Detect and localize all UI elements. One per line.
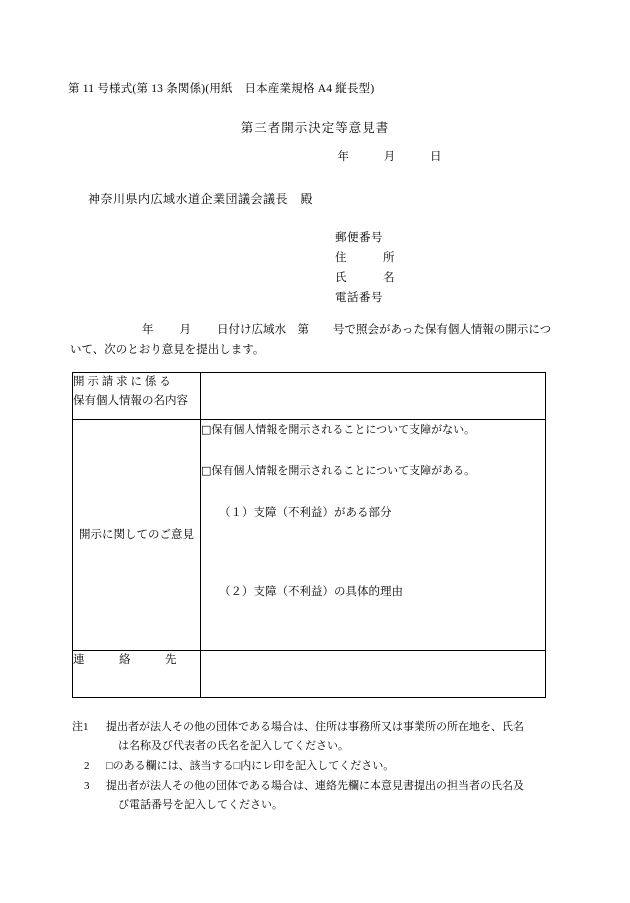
body-paragraph <box>70 320 568 360</box>
date-day: 日 <box>430 151 443 163</box>
note-number: 注1 <box>72 721 89 733</box>
subject-label-line1: 開 示 請 求 に 係 る <box>73 376 171 388</box>
form-number: 第 11 号様式(第 13 条関係)(用紙 日本産業規格 A4 縦長型) <box>68 83 375 95</box>
contact-label-text: 連 絡 先 <box>73 654 177 666</box>
contact-label-cell <box>73 651 201 698</box>
opinion-table <box>72 372 546 698</box>
applicant-field-name: 氏 名 <box>335 272 395 284</box>
subject-label-line2: 保有個人情報の名内容 <box>73 395 188 407</box>
applicant-field-phone: 電話番号 <box>335 292 383 304</box>
opinion-sub-item-2: （２）支障（不利益）の具体的理由 <box>219 586 403 598</box>
applicant-field-postal-code: 郵便番号 <box>335 232 383 244</box>
subject-value-cell[interactable] <box>201 373 546 420</box>
contact-value-cell[interactable] <box>201 651 546 698</box>
subject-label-cell <box>73 373 201 420</box>
table-row-opinion <box>73 420 546 651</box>
opinion-option-no-problem[interactable]: □保有個人情報を開示されることについて支障がない。 <box>201 423 476 436</box>
note-item <box>72 777 572 815</box>
notes-section <box>72 718 572 816</box>
opinion-label-cell: 開示に関してのご意見 <box>73 420 201 651</box>
opinion-sub-item-1: （１）支障（不利益）がある部分 <box>219 507 392 519</box>
applicant-field-address: 住 所 <box>335 252 395 264</box>
body-line2: いて、次のとおり意見を提出します。 <box>70 344 265 356</box>
date-month: 月 <box>383 151 397 163</box>
date-line <box>0 148 630 164</box>
table-row-subject <box>73 373 546 420</box>
table-row-contact <box>73 651 546 698</box>
opinion-option-problem[interactable]: □保有個人情報を開示されることについて支障がある。 <box>201 464 476 477</box>
body-tail: 号で照会があった保有個人情報の開示につ <box>333 324 552 336</box>
page-title: 第三者開示決定等意見書 <box>240 121 390 135</box>
body-month: 月 <box>179 324 191 336</box>
addressee: 神奈川県内広域水道企業団議会議長 殿 <box>88 192 314 206</box>
note-text: 提出者が法人その他の団体である場合は、連絡先欄に本意見書提出の担当者の氏名及 <box>106 780 524 792</box>
note-item <box>72 718 572 756</box>
body-year: 年 <box>142 324 154 336</box>
note-text: □のある欄には、該当する□内にレ印を記入してください。 <box>106 760 395 772</box>
body-dated: 日付け広域水 第 <box>217 324 309 336</box>
note-number: 3 <box>84 780 90 792</box>
note-continuation: び電話番号を記入してください。 <box>118 799 283 811</box>
opinion-value-cell[interactable] <box>201 420 546 651</box>
note-item <box>72 757 572 776</box>
note-continuation: は名称及び代表者の氏名を記入してください。 <box>118 740 349 752</box>
date-year: 年 <box>337 151 350 163</box>
applicant-fields <box>335 228 395 308</box>
note-text: 提出者が法人その他の団体である場合は、住所は事務所又は事業所の所在地を、氏名 <box>106 721 524 733</box>
note-number: 2 <box>84 760 90 772</box>
